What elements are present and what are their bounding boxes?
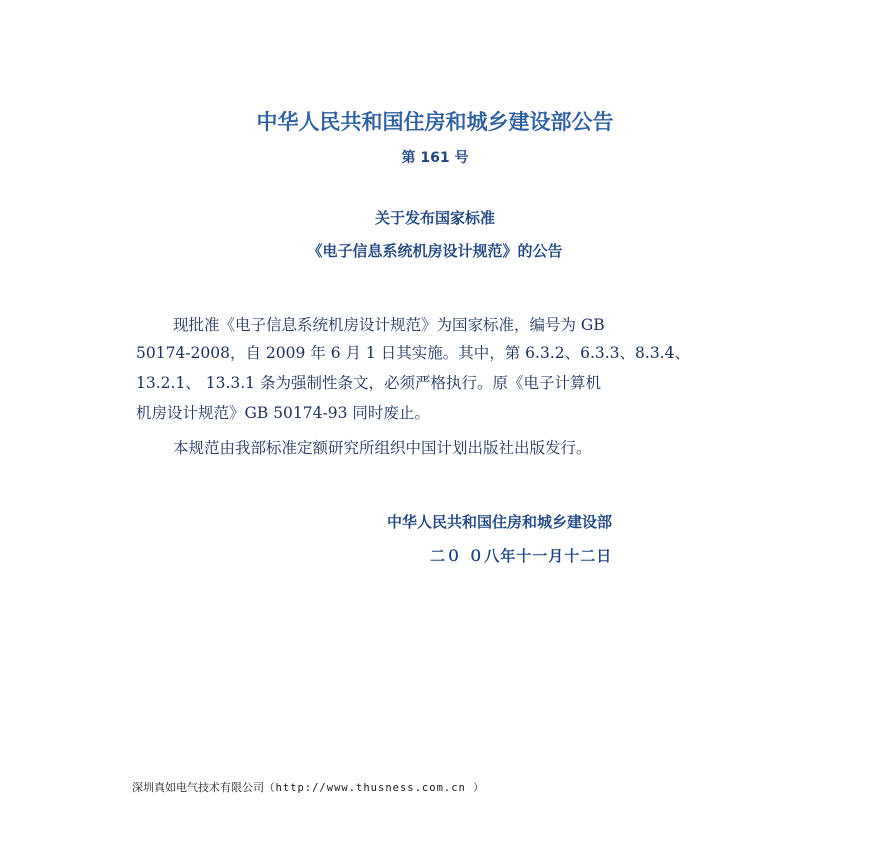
announcement-subtitle-line2: 《电子信息系统机房设计规范》的公告 xyxy=(307,242,563,260)
body-paragraph-line: 50174-2008，自 2009 年 6 月 1 日其实施。其中，第 6.3.2、6.3.3、8.3.4、 xyxy=(136,344,690,362)
footer-url[interactable]: （http://www.thusness.com.cn ） xyxy=(264,782,485,794)
announcement-number: 第 161 号 xyxy=(401,150,469,166)
signature-issuer: 中华人民共和国住房和城乡建设部 xyxy=(387,513,613,531)
announcement-title: 中华人民共和国住房和城乡建设部公告 xyxy=(256,110,614,134)
signature-date: 二０ ０八年十一月十二日 xyxy=(430,547,613,565)
body-paragraph-line: 13.2.1、 13.3.1 条为强制性条文，必须严格执行。原《电子计算机 xyxy=(136,374,601,392)
body-paragraph-line: 机房设计规范》GB 50174-93 同时废止。 xyxy=(136,404,430,422)
footer xyxy=(132,779,485,795)
body-paragraph-line: 现批准《电子信息系统机房设计规范》为国家标准，编号为 GB xyxy=(173,316,605,334)
announcement-subtitle-line1: 关于发布国家标准 xyxy=(374,209,495,227)
body-paragraph-line: 本规范由我部标准定额研究所组织中国计划出版社出版发行。 xyxy=(173,439,592,457)
footer-company: 深圳真如电气技术有限公司 xyxy=(132,781,264,794)
